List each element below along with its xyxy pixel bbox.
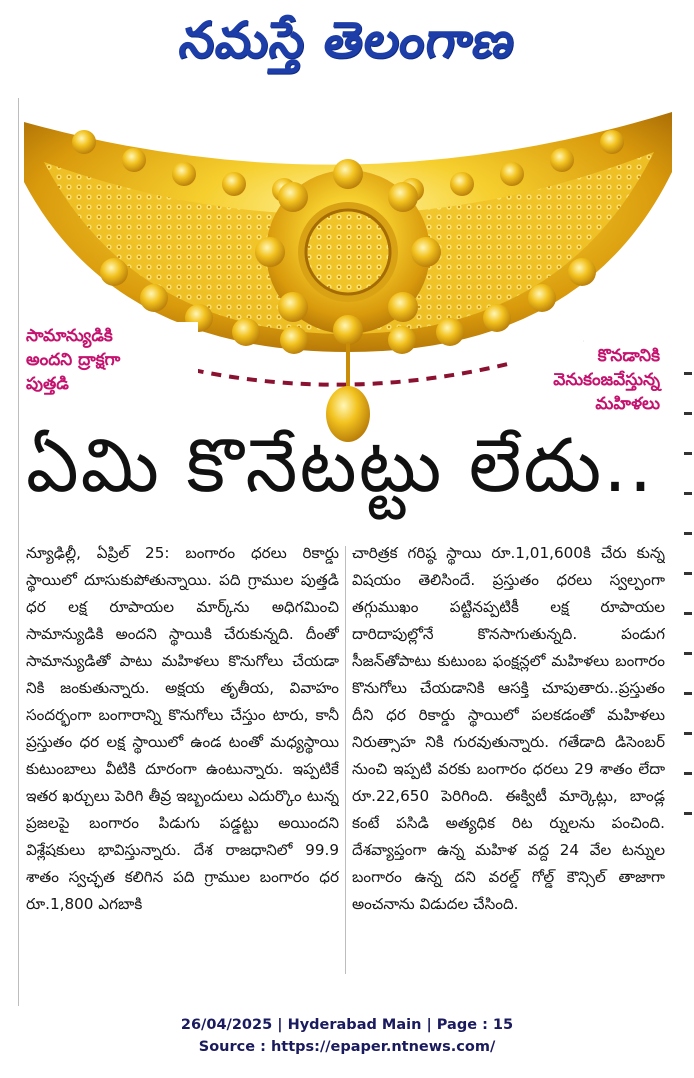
article-body-right-column: [352, 540, 665, 980]
callout-left-line-1: సామాన్యుడికి: [26, 326, 113, 346]
edge-text-fragment: [684, 652, 692, 655]
edge-text-fragment: [684, 692, 692, 695]
edge-text-fragment: [684, 372, 692, 375]
edge-text-fragment: [684, 812, 692, 815]
callout-right-line-3: మహిళలు: [595, 394, 660, 414]
callout-left-line-2: అందని ద్రాక్షగా: [26, 350, 121, 370]
epaper-footer: [0, 1014, 694, 1058]
adjacent-article-edge: [682, 98, 694, 1006]
footer-source-link[interactable]: Source : https://epaper.ntnews.com/: [198, 1039, 496, 1055]
edge-text-fragment: [684, 532, 692, 535]
edge-text-fragment: [684, 492, 692, 495]
article-paragraph: చారిత్రక గరిష్ఠ స్థాయి రూ.1,01,600కి చేరు కున్న విషయం తెలిసిందే. ప్రస్తుతం ధరలు స్వల్పంగా తగ్గుముఖం పట్టినప్పటికీ లక్ష రూపాయల దారిదాపుల్లోనే కొనసాగుతున్నది. పండుగ సీజన్‌తోపాటు కుటుంబ ఫంక్షన్లలో మహిళలు బంగారం కొనుగోలు చేయడానికి ఆసక్తి చూపుతారు..ప్రస్తుతం దీని ధర రికార్డు స్థాయిలో పలకడంతో మహిళలు నిరుత్సాహ నికి గురవుతున్నారు. గతేడాది డిసెంబర్ నుంచి ఇప్పటి వరకు బంగారం ధరలు 29 శాతం లేదా రూ.22,650 పెరిగింది. ఈక్విటీ మార్కెట్లు, బాండ్ల కంటే పసిడి అత్యధిక రిట ర్నులను పంచింది. దేశవ్యాప్తంగా ఉన్న మహిళ వద్ద 24 వేల టన్నుల బంగారం ఉన్న దని వరల్డ్ గోల్డ్ కౌన్సిల్ తాజాగా అంచనాను విడుదల చేసింది.: [352, 544, 665, 913]
edge-text-fragment: [684, 772, 692, 775]
edge-text-fragment: [684, 612, 692, 615]
callout-right-line-1: కొనడానికి: [597, 346, 660, 366]
column-divider: [345, 546, 346, 974]
newspaper-masthead-title: నమస్తే తెలంగాణ: [176, 10, 520, 69]
article-body-left-column: [26, 540, 339, 980]
article-headline: ఏమి కొనేటట్టు లేదు..: [26, 423, 655, 509]
footer-date-edition: 26/04/2025 | Hyderabad Main | Page : 15: [180, 1017, 514, 1033]
edge-text-fragment: [684, 412, 692, 415]
edge-text-fragment: [684, 732, 692, 735]
edge-text-fragment: [684, 572, 692, 575]
callout-right: [508, 342, 666, 418]
callout-left: [20, 322, 198, 398]
callout-left-line-3: పుత్తడి: [26, 374, 69, 394]
callout-right-line-2: వెనుకంజవేస్తున్న: [553, 370, 660, 390]
article-paragraph: న్యూఢిల్లీ, ఏప్రిల్ 25: బంగారం ధరలు రికార్డు స్థాయిలో దూసుకుపోతున్నాయి. పది గ్రాముల పుత్తడి ధర లక్ష రూపాయల మార్క్‌ను అధిగమించి సామాన్యుడికి అందని స్థాయికి చేరుకున్నది. దీంతో సామాన్యుడితో పాటు మహిళలు కొనుగోలు చేయడా నికి జంకుతున్నారు. అక్షయ తృతీయ, వివాహం సందర్భంగా బంగారాన్ని కొనుగోలు చేస్తుం టారు, కానీ ప్రస్తుతం ధర లక్ష స్థాయిలో ఉండ టంతో మధ్యస్థాయి కుటుంబాలు వీటికి దూరంగా ఉంటున్నారు. ఇప్పటికే ఇతర ఖర్చులు పెరిగి తీవ్ర ఇబ్బందులు ఎదుర్కొం టున్న ప్రజలపై బంగారం పిడుగు పడ్డట్టు అయిందని విశ్లేషకులు భావిస్తున్నారు. దేశ రాజధానిలో 99.9 శాతం స్వచ్ఛత కలిగిన పది గ్రాముల బంగారం ధర రూ.1,800 ఎగబాకి: [26, 544, 339, 913]
edge-text-fragment: [684, 452, 692, 455]
masthead: [0, 0, 694, 92]
